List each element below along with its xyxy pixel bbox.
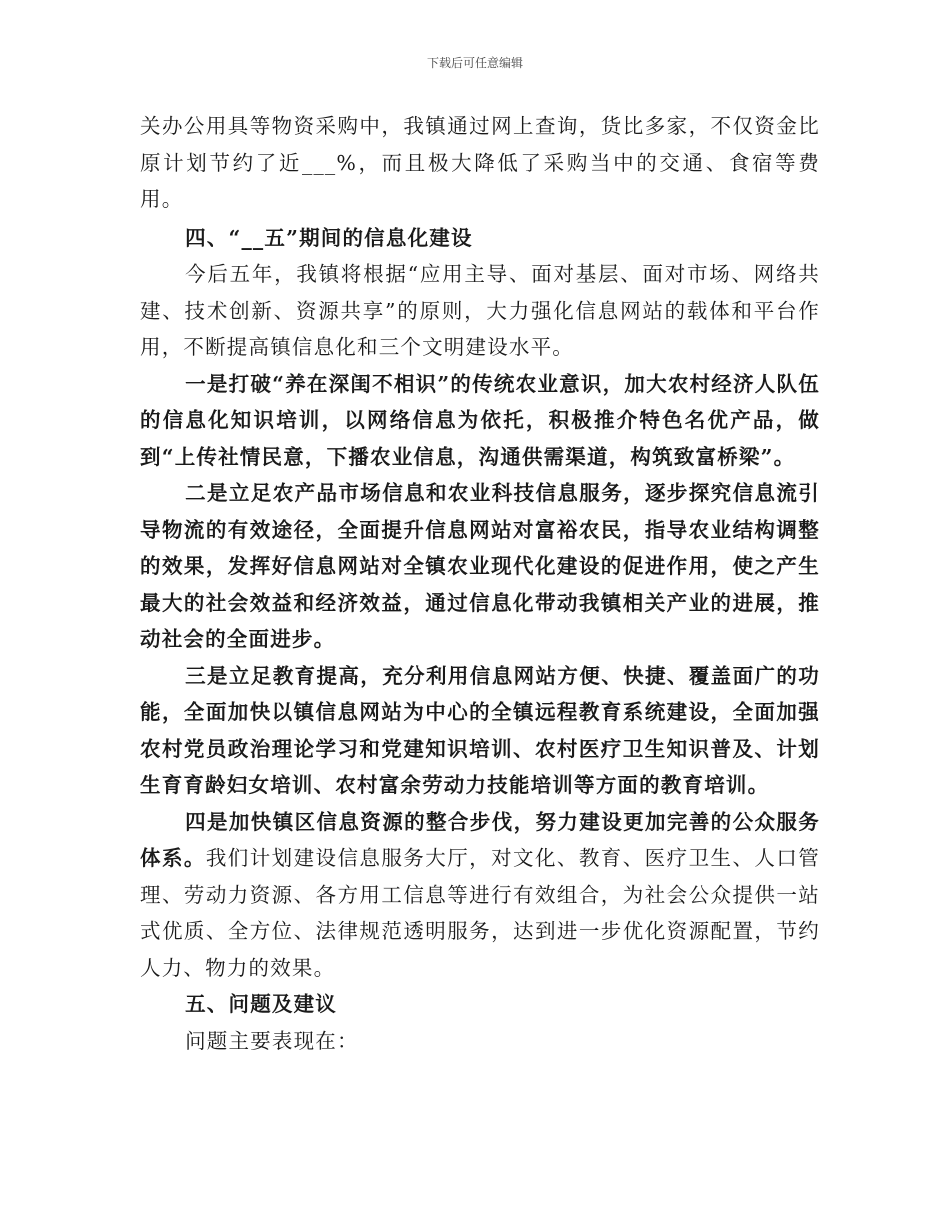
paragraph-point-three: 三是立足教育提高，充分利用信息网站方便、快捷、覆盖面广的功能，全面加快以镇信息网站为中心的全镇远程教育系统建设，全面加强农村党员政治理论学习和党建知识培训、农村医疗卫生知识普及、计划生育育龄妇女培训、农村富余劳动力技能培训等方面的教育培训。: [140, 663, 820, 797]
paragraph-five-year-plan: 今后五年，我镇将根据“应用主导、面对基层、面对市场、网络共建、技术创新、资源共享”的原则，大力强化信息网站的载体和平台作用，不断提高镇信息化和三个文明建设水平。: [140, 262, 820, 359]
page-header: 下载后可任意编辑: [426, 56, 523, 70]
document-body: [140, 108, 820, 1059]
paragraph-point-two: 二是立足农产品市场信息和农业科技信息服务，逐步探究信息流引导物流的有效途径，全面提升信息网站对富裕农民，指导农业结构调整的效果，发挥好信息网站对全镇农业现代化建设的促进作用，使之产生最大的社会效益和经济效益，通过信息化带动我镇相关产业的进展，推动社会的全面进步。: [140, 481, 820, 651]
point-four-lead: 四是加快镇区信息资源的整合步伐，努力建设更加完善的公众服务体系。: [140, 809, 820, 870]
point-four-body: 我们计划建设信息服务大厅，对文化、教育、医疗卫生、人口管理、劳动力资源、各方用工信息等进行有效组合，为社会公众提供一站式优质、全方位、法律规范透明服务，达到进一步优化资源配置，节约人力、物力的效果。: [140, 846, 820, 980]
section-heading-four: 四、“__五”期间的信息化建设: [185, 225, 473, 250]
section-heading-five: 五、问题及建议: [185, 992, 337, 1016]
paragraph-point-one: 一是打破“养在深闺不相识”的传统农业意识，加大农村经济人队伍的信息化知识培训，以网络信息为依托，积极推介特色名优产品，做到“上传社情民意，下播农业信息，沟通供需渠道，构筑致富桥梁”。: [140, 371, 820, 469]
paragraph-point-four: [140, 804, 820, 987]
paragraph-problems: 问题主要表现在：: [185, 1028, 359, 1053]
paragraph-procurement: 关办公用具等物资采购中，我镇通过网上查询，货比多家，不仅资金比原计划节约了近___%，而且极大降低了采购当中的交通、食宿等费用。: [140, 114, 820, 211]
